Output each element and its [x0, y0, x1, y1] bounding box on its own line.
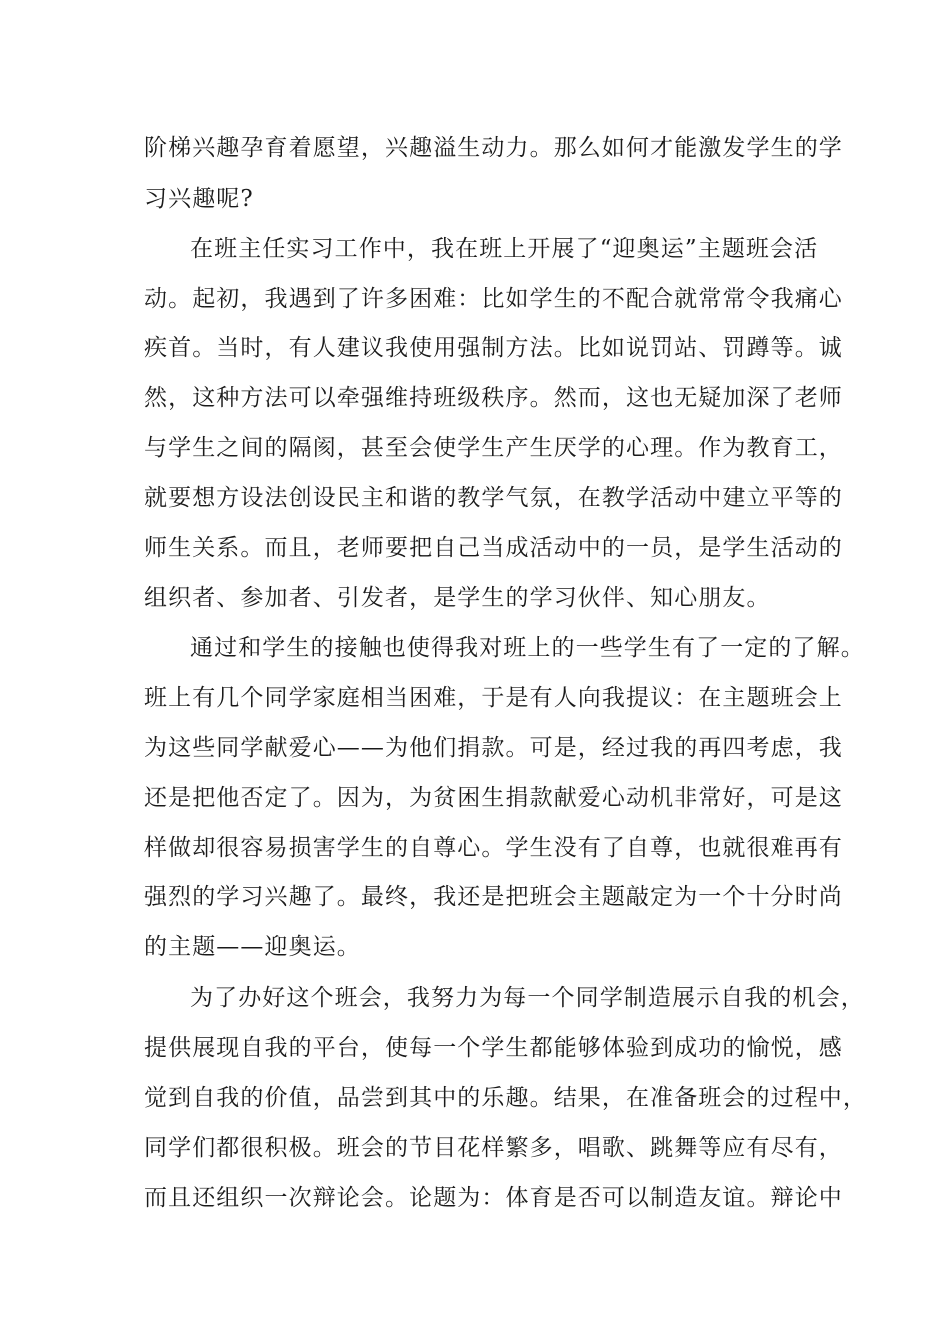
text-line: 与学生之间的隔阂，甚至会使学生产生厌学的心理。作为教育工，	[144, 435, 843, 461]
text-line: 还是把他否定了。因为，为贫困生捐款献爱心动机非常好，可是这	[144, 785, 843, 811]
text-line: 组织者、参加者、引发者，是学生的学习伙伴、知心朋友。	[144, 585, 771, 611]
text-line: 提供展现自我的平台，使每一个学生都能够体验到成功的愉悦，感	[144, 1035, 843, 1061]
paragraph-first-line: 在班主任实习工作中，我在班上开展了“迎奥运”主题班会活	[190, 236, 819, 262]
text-line: 然，这种方法可以牵强维持班级秩序。然而，这也无疑加深了老师	[144, 385, 843, 411]
text-line: 班上有几个同学家庭相当困难，于是有人向我提议：在主题班会上	[144, 685, 843, 711]
text-line: 而且还组织一次辩论会。论题为：体育是否可以制造友谊。辩论中	[144, 1185, 843, 1211]
text-line: 觉到自我的价值，品尝到其中的乐趣。结果，在准备班会的过程中，	[144, 1085, 867, 1111]
text-line: 为这些同学献爱心——为他们捐款。可是，经过我的再四考虑，我	[144, 735, 843, 761]
text-line: 师生关系。而且，老师要把自己当成活动中的一员，是学生活动的	[144, 535, 843, 561]
text-line: 样做却很容易损害学生的自尊心。学生没有了自尊，也就很难再有	[144, 835, 843, 861]
text-line: 阶梯兴趣孕育着愿望，兴趣溢生动力。那么如何才能激发学生的学	[144, 135, 843, 161]
text-line: 的主题——迎奥运。	[144, 934, 361, 960]
text-line: 习兴趣呢?	[144, 186, 254, 212]
text-line: 动。起初，我遇到了许多困难：比如学生的不配合就常常令我痛心	[144, 286, 843, 312]
paragraph-first-line: 为了办好这个班会，我努力为每一个同学制造展示自我的机会，	[190, 985, 865, 1011]
paragraph-first-line: 通过和学生的接触也使得我对班上的一些学生有了一定的了解。	[190, 635, 865, 661]
text-line: 就要想方设法创设民主和谐的教学气氛，在教学活动中建立平等的	[144, 485, 843, 511]
text-line: 疾首。当时，有人建议我使用强制方法。比如说罚站、罚蹲等。诚	[144, 335, 843, 361]
text-line: 同学们都很积极。班会的节目花样繁多，唱歌、跳舞等应有尽有，	[144, 1135, 843, 1161]
text-line: 强烈的学习兴趣了。最终，我还是把班会主题敲定为一个十分时尚	[144, 884, 843, 910]
